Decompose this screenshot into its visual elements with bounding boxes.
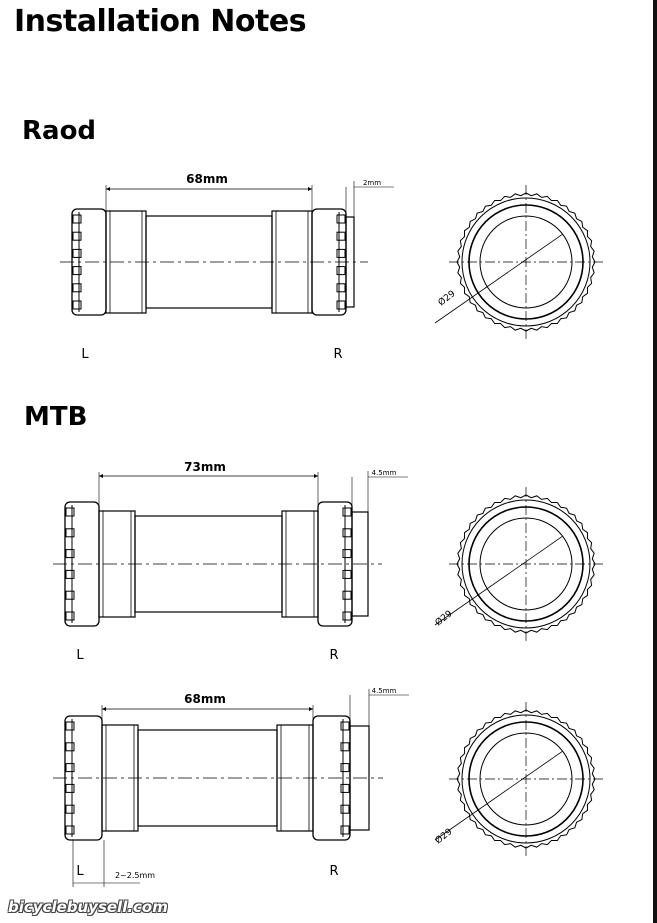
section-heading-mtb: MTB: [24, 402, 88, 432]
cup-notch: [343, 508, 351, 516]
right-label-road: R: [333, 347, 343, 362]
diameter-leader-line: [435, 751, 563, 840]
width-label-mtb68: 68mm: [184, 692, 226, 706]
cup-notch: [73, 301, 81, 309]
cup-notch: [337, 249, 345, 257]
bb-side-view-road: [60, 181, 394, 315]
offset-label-mtb68: 4.5mm: [371, 687, 397, 695]
offset-label-mtb73: 4.5mm: [371, 469, 397, 477]
cup-notch: [343, 612, 351, 620]
cup-notch: [341, 784, 349, 792]
cup-notch: [66, 764, 74, 772]
width-dimension-arrow-right: [314, 474, 318, 478]
right-edge-rule: [653, 0, 657, 923]
spacer-label-mtb68: 2~2.5mm: [114, 871, 156, 880]
diameter-leader-line: [435, 234, 563, 323]
right-label-mtb73: R: [329, 648, 339, 663]
right-label-mtb68: R: [329, 864, 339, 879]
left-label-mtb68: L: [76, 864, 84, 879]
cup-notch: [66, 508, 74, 516]
cup-notch: [337, 301, 345, 309]
width-dimension-arrow-right: [309, 707, 313, 711]
diameter-leader-line: [435, 536, 563, 625]
width-dimension-arrow-right: [308, 187, 312, 191]
cup-notch: [341, 743, 349, 751]
cup-notch: [66, 570, 74, 578]
width-label-road: 68mm: [186, 172, 228, 186]
cup-notch: [73, 284, 81, 292]
cup-notch: [73, 267, 81, 275]
cup-notch: [73, 232, 81, 240]
cup-notch: [73, 215, 81, 223]
width-dimension-arrow-left: [99, 474, 103, 478]
bb-front-view-mtb-68: [435, 702, 603, 856]
section-heading-road: Raod: [22, 116, 97, 146]
cup-notch: [341, 764, 349, 772]
diameter-label-mtb68: Ø29: [433, 827, 455, 847]
cup-notch: [341, 805, 349, 813]
bb-front-view-road: [435, 185, 603, 339]
watermark-text: bicyclebuysell.com: [8, 898, 168, 916]
page-title: Installation Notes: [14, 4, 307, 39]
bb-front-view-mtb-73: [435, 487, 603, 641]
cup-notch: [337, 284, 345, 292]
width-dimension-arrow-left: [102, 707, 106, 711]
cup-notch: [343, 529, 351, 537]
cup-notch: [66, 784, 74, 792]
diameter-label-mtb73: Ø29: [433, 609, 455, 629]
cup-notch: [341, 722, 349, 730]
bb-side-view-mtb-68: [53, 689, 409, 887]
cup-notch: [341, 826, 349, 834]
offset-label-road: 2mm: [362, 179, 382, 187]
cup-notch: [66, 529, 74, 537]
cup-notch: [343, 550, 351, 558]
cup-notch: [343, 570, 351, 578]
left-label-road: L: [81, 347, 89, 362]
cup-notch: [73, 249, 81, 257]
cup-notch: [66, 550, 74, 558]
left-label-mtb73: L: [76, 648, 84, 663]
cup-notch: [337, 267, 345, 275]
diameter-label-road: Ø29: [436, 289, 458, 309]
cup-notch: [66, 826, 74, 834]
cup-notch: [337, 215, 345, 223]
width-label-mtb73: 73mm: [184, 460, 226, 474]
cup-notch: [66, 722, 74, 730]
cup-notch: [66, 743, 74, 751]
cup-notch: [66, 805, 74, 813]
cup-notch: [337, 232, 345, 240]
cup-notch: [343, 591, 351, 599]
cup-notch: [66, 591, 74, 599]
bb-side-view-mtb-73: [53, 471, 408, 626]
width-dimension-arrow-left: [106, 187, 110, 191]
cup-notch: [66, 612, 74, 620]
